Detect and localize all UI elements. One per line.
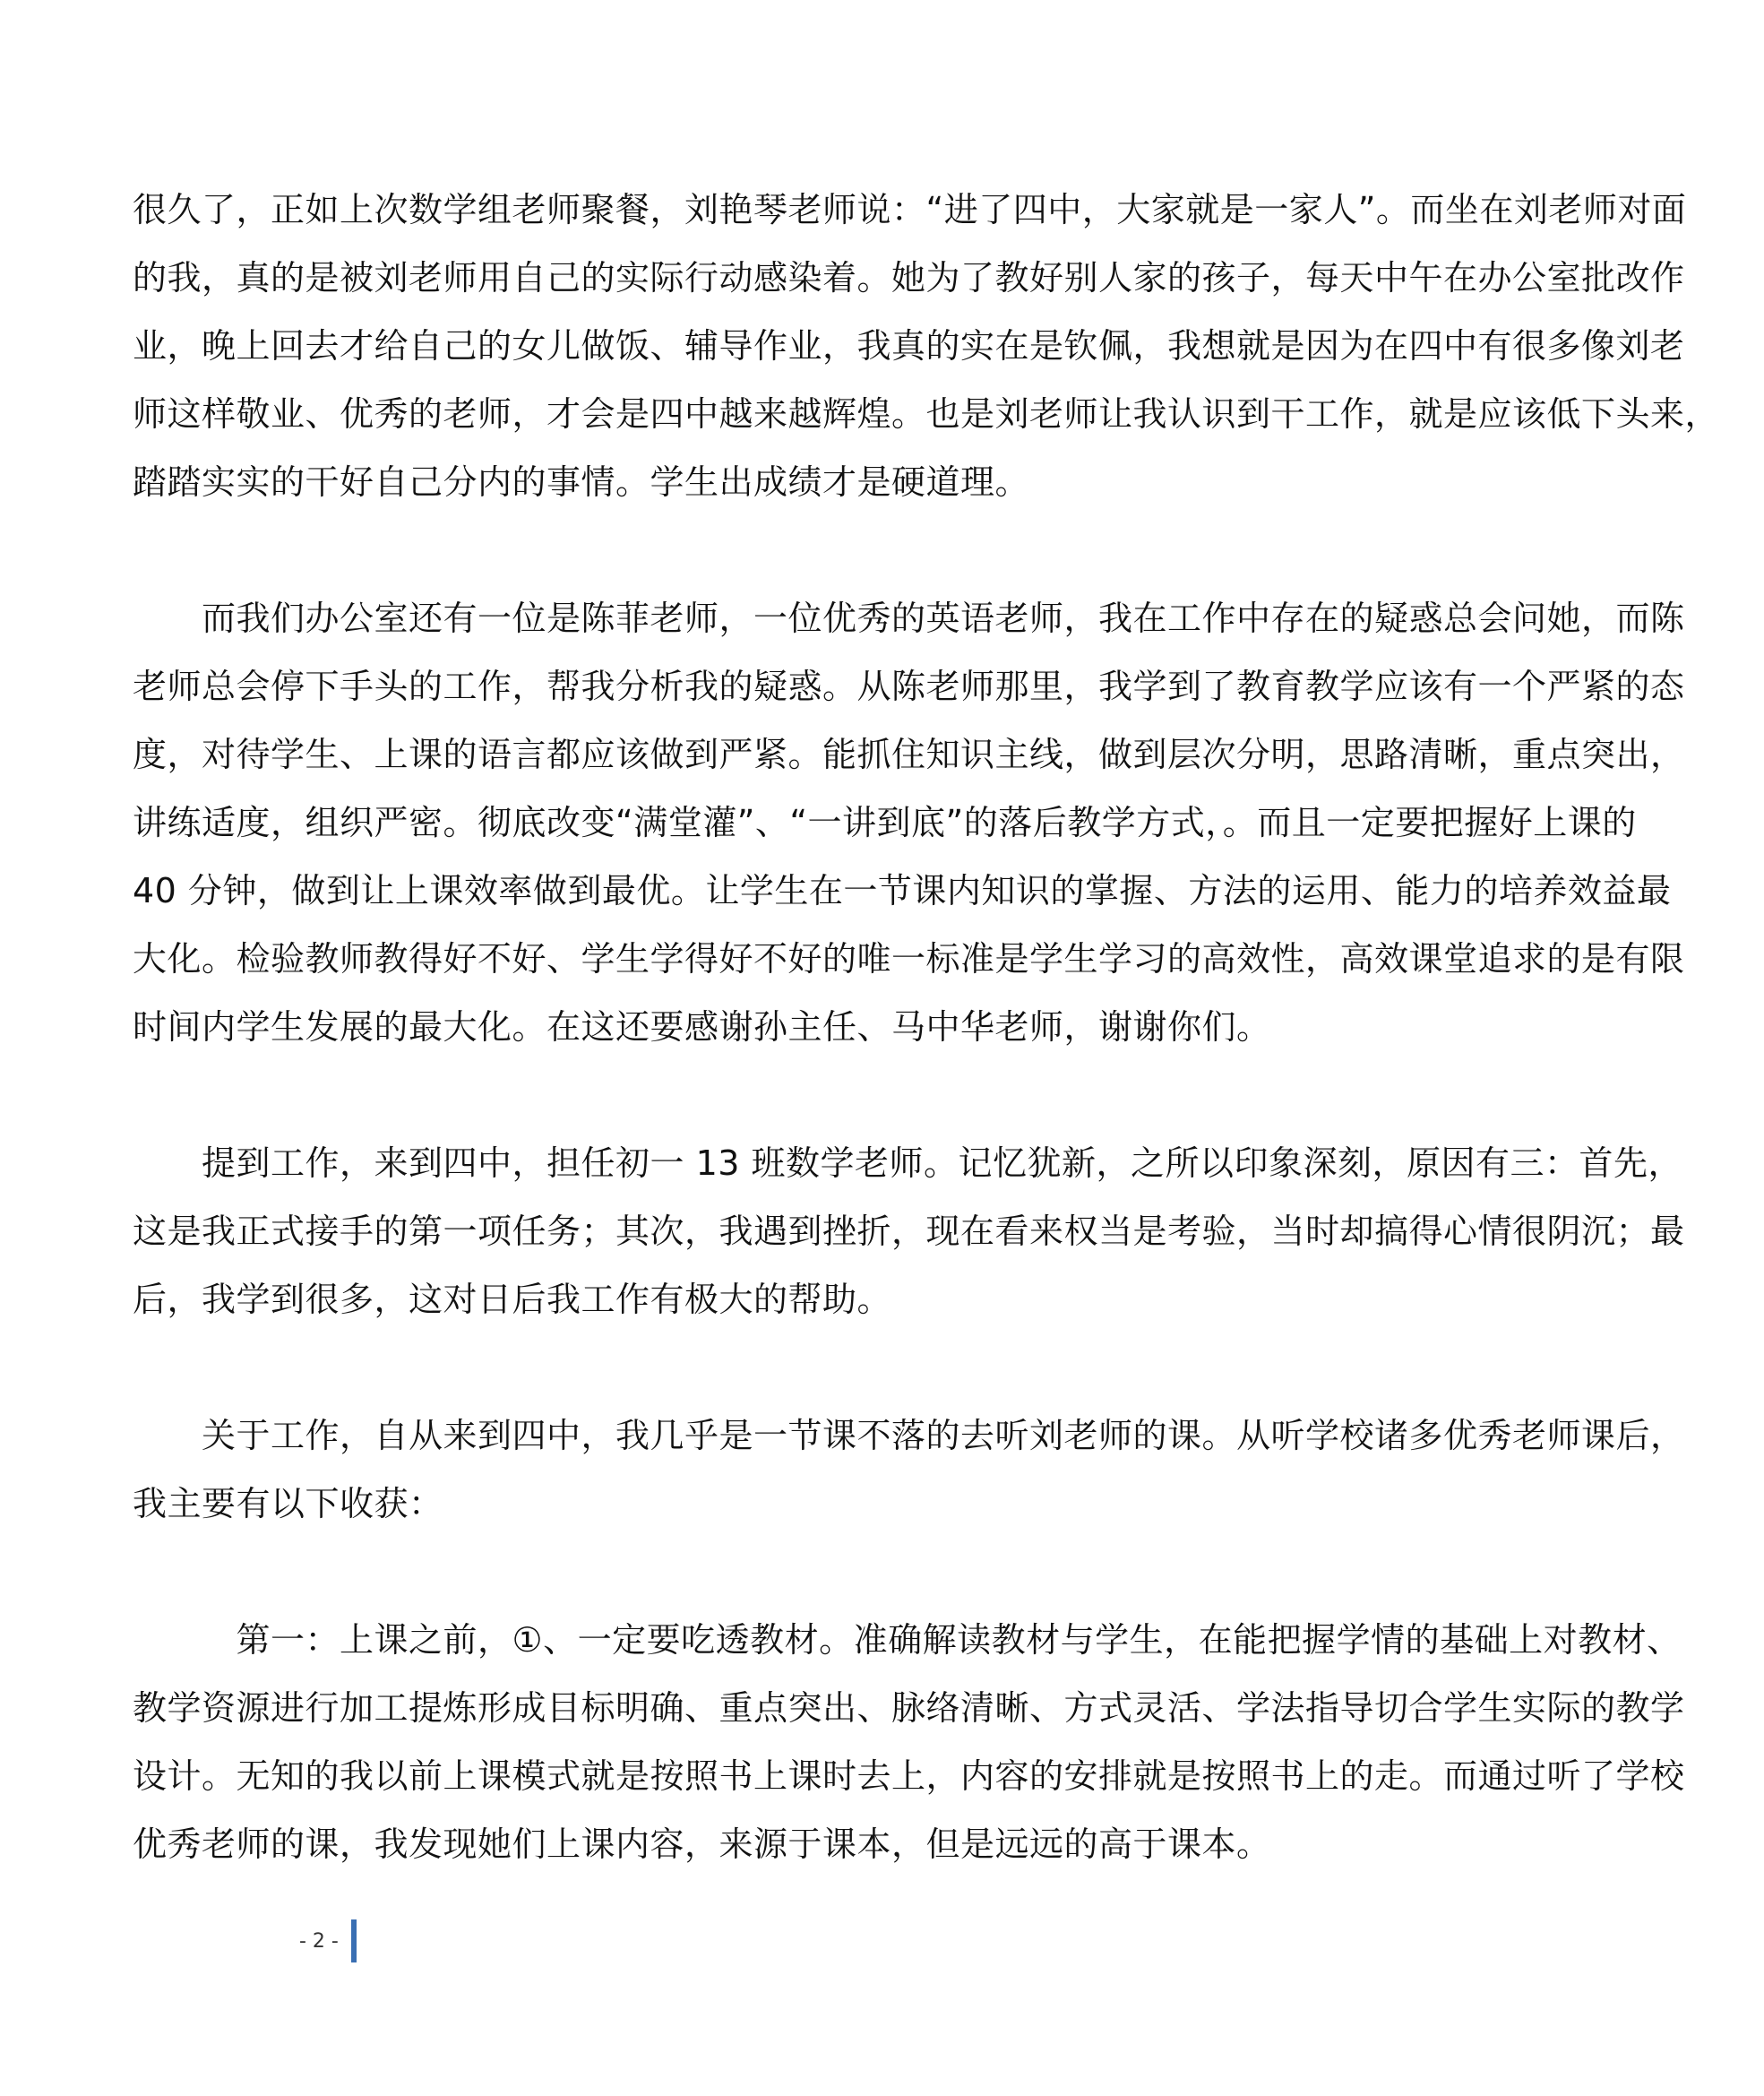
- paragraph-line: 提到工作，来到四中，担任初一 13 班数学老师。记忆犹新，之所以印象深刻，原因有三：首先，: [133, 1143, 1683, 1183]
- paragraph-line: 踏踏实实的干好自己分内的事情。学生出成绩才是硬道理。: [133, 462, 1030, 502]
- paragraph-1: [133, 176, 1720, 516]
- paragraph-3: [133, 1129, 1685, 1333]
- paragraph-line: 教学资源进行加工提炼形成目标明确、重点突出、脉络清晰、方式灵活、学法指导切合学生实际的教学: [133, 1688, 1685, 1728]
- paragraph-line: 师这样敬业、优秀的老师，才会是四中越来越辉煌。也是刘老师让我认识到干工作，就是应该低下头来，: [133, 394, 1720, 434]
- paragraph-line: 后，我学到很多，这对日后我工作有极大的帮助。: [133, 1280, 892, 1319]
- paragraph-4: [133, 1402, 1685, 1538]
- page-number: - 2 -: [299, 1929, 339, 1953]
- paragraph-line: 这是我正式接手的第一项任务；其次，我遇到挫折，现在看来权当是考验，当时却搞得心情很阴沉；最: [133, 1212, 1685, 1251]
- paragraph-2: [133, 584, 1685, 1061]
- paragraph-line: 关于工作，自从来到四中，我几乎是一节课不落的去听刘老师的课。从听学校诸多优秀老师课后，: [133, 1416, 1685, 1455]
- paragraph-line: 的我，真的是被刘老师用自己的实际行动感染着。她为了教好别人家的孩子，每天中午在办公室批改作: [133, 258, 1685, 298]
- page-footer: [299, 1916, 357, 1966]
- paragraph-line: 讲练适度，组织严密。彻底改变“满堂灌”、“一讲到底”的落后教学方式，。而且一定要把握好上课的: [133, 803, 1637, 842]
- paragraph-line: 老师总会停下手头的工作，帮我分析我的疑惑。从陈老师那里，我学到了教育教学应该有一个严紧的态: [133, 667, 1685, 706]
- paragraph-line: 40 分钟，做到让上课效率做到最优。让学生在一节课内知识的掌握、方法的运用、能力的培养效益最: [133, 871, 1672, 910]
- paragraph-line: 时间内学生发展的最大化。在这还要感谢孙主任、马中华老师，谢谢你们。: [133, 1007, 1271, 1047]
- paragraph-5: [133, 1606, 1685, 1878]
- paragraph-line: 优秀老师的课，我发现她们上课内容，来源于课本，但是远远的高于课本。: [133, 1824, 1271, 1864]
- paragraph-line: 大化。检验教师教得好不好、学生学得好不好的唯一标准是学生学习的高效性，高效课堂追求的是有限: [133, 939, 1685, 979]
- paragraph-line: 很久了，正如上次数学组老师聚餐，刘艳琴老师说：“进了四中，大家就是一家人”。而坐在刘老师对面: [133, 190, 1687, 229]
- paragraph-line: 度，对待学生、上课的语言都应该做到严紧。能抓住知识主线，做到层次分明，思路清晰，重点突出，: [133, 735, 1685, 774]
- paragraph-line: 第一：上课之前，①、一定要吃透教材。准确解读教材与学生，在能把握学情的基础上对教材、: [133, 1620, 1682, 1660]
- paragraph-line: 我主要有以下收获：: [133, 1484, 443, 1523]
- paragraph-line: 而我们办公室还有一位是陈菲老师，一位优秀的英语老师，我在工作中存在的疑惑总会问她，而陈: [133, 599, 1685, 638]
- page-number-bar: [351, 1919, 357, 1962]
- paragraph-line: 业，晚上回去才给自己的女儿做饭、辅导作业，我真的实在是钦佩，我想就是因为在四中有很多像刘老: [133, 326, 1685, 366]
- paragraph-line: 设计。无知的我以前上课模式就是按照书上课时去上，内容的安排就是按照书上的走。而通过听了学校: [133, 1756, 1685, 1796]
